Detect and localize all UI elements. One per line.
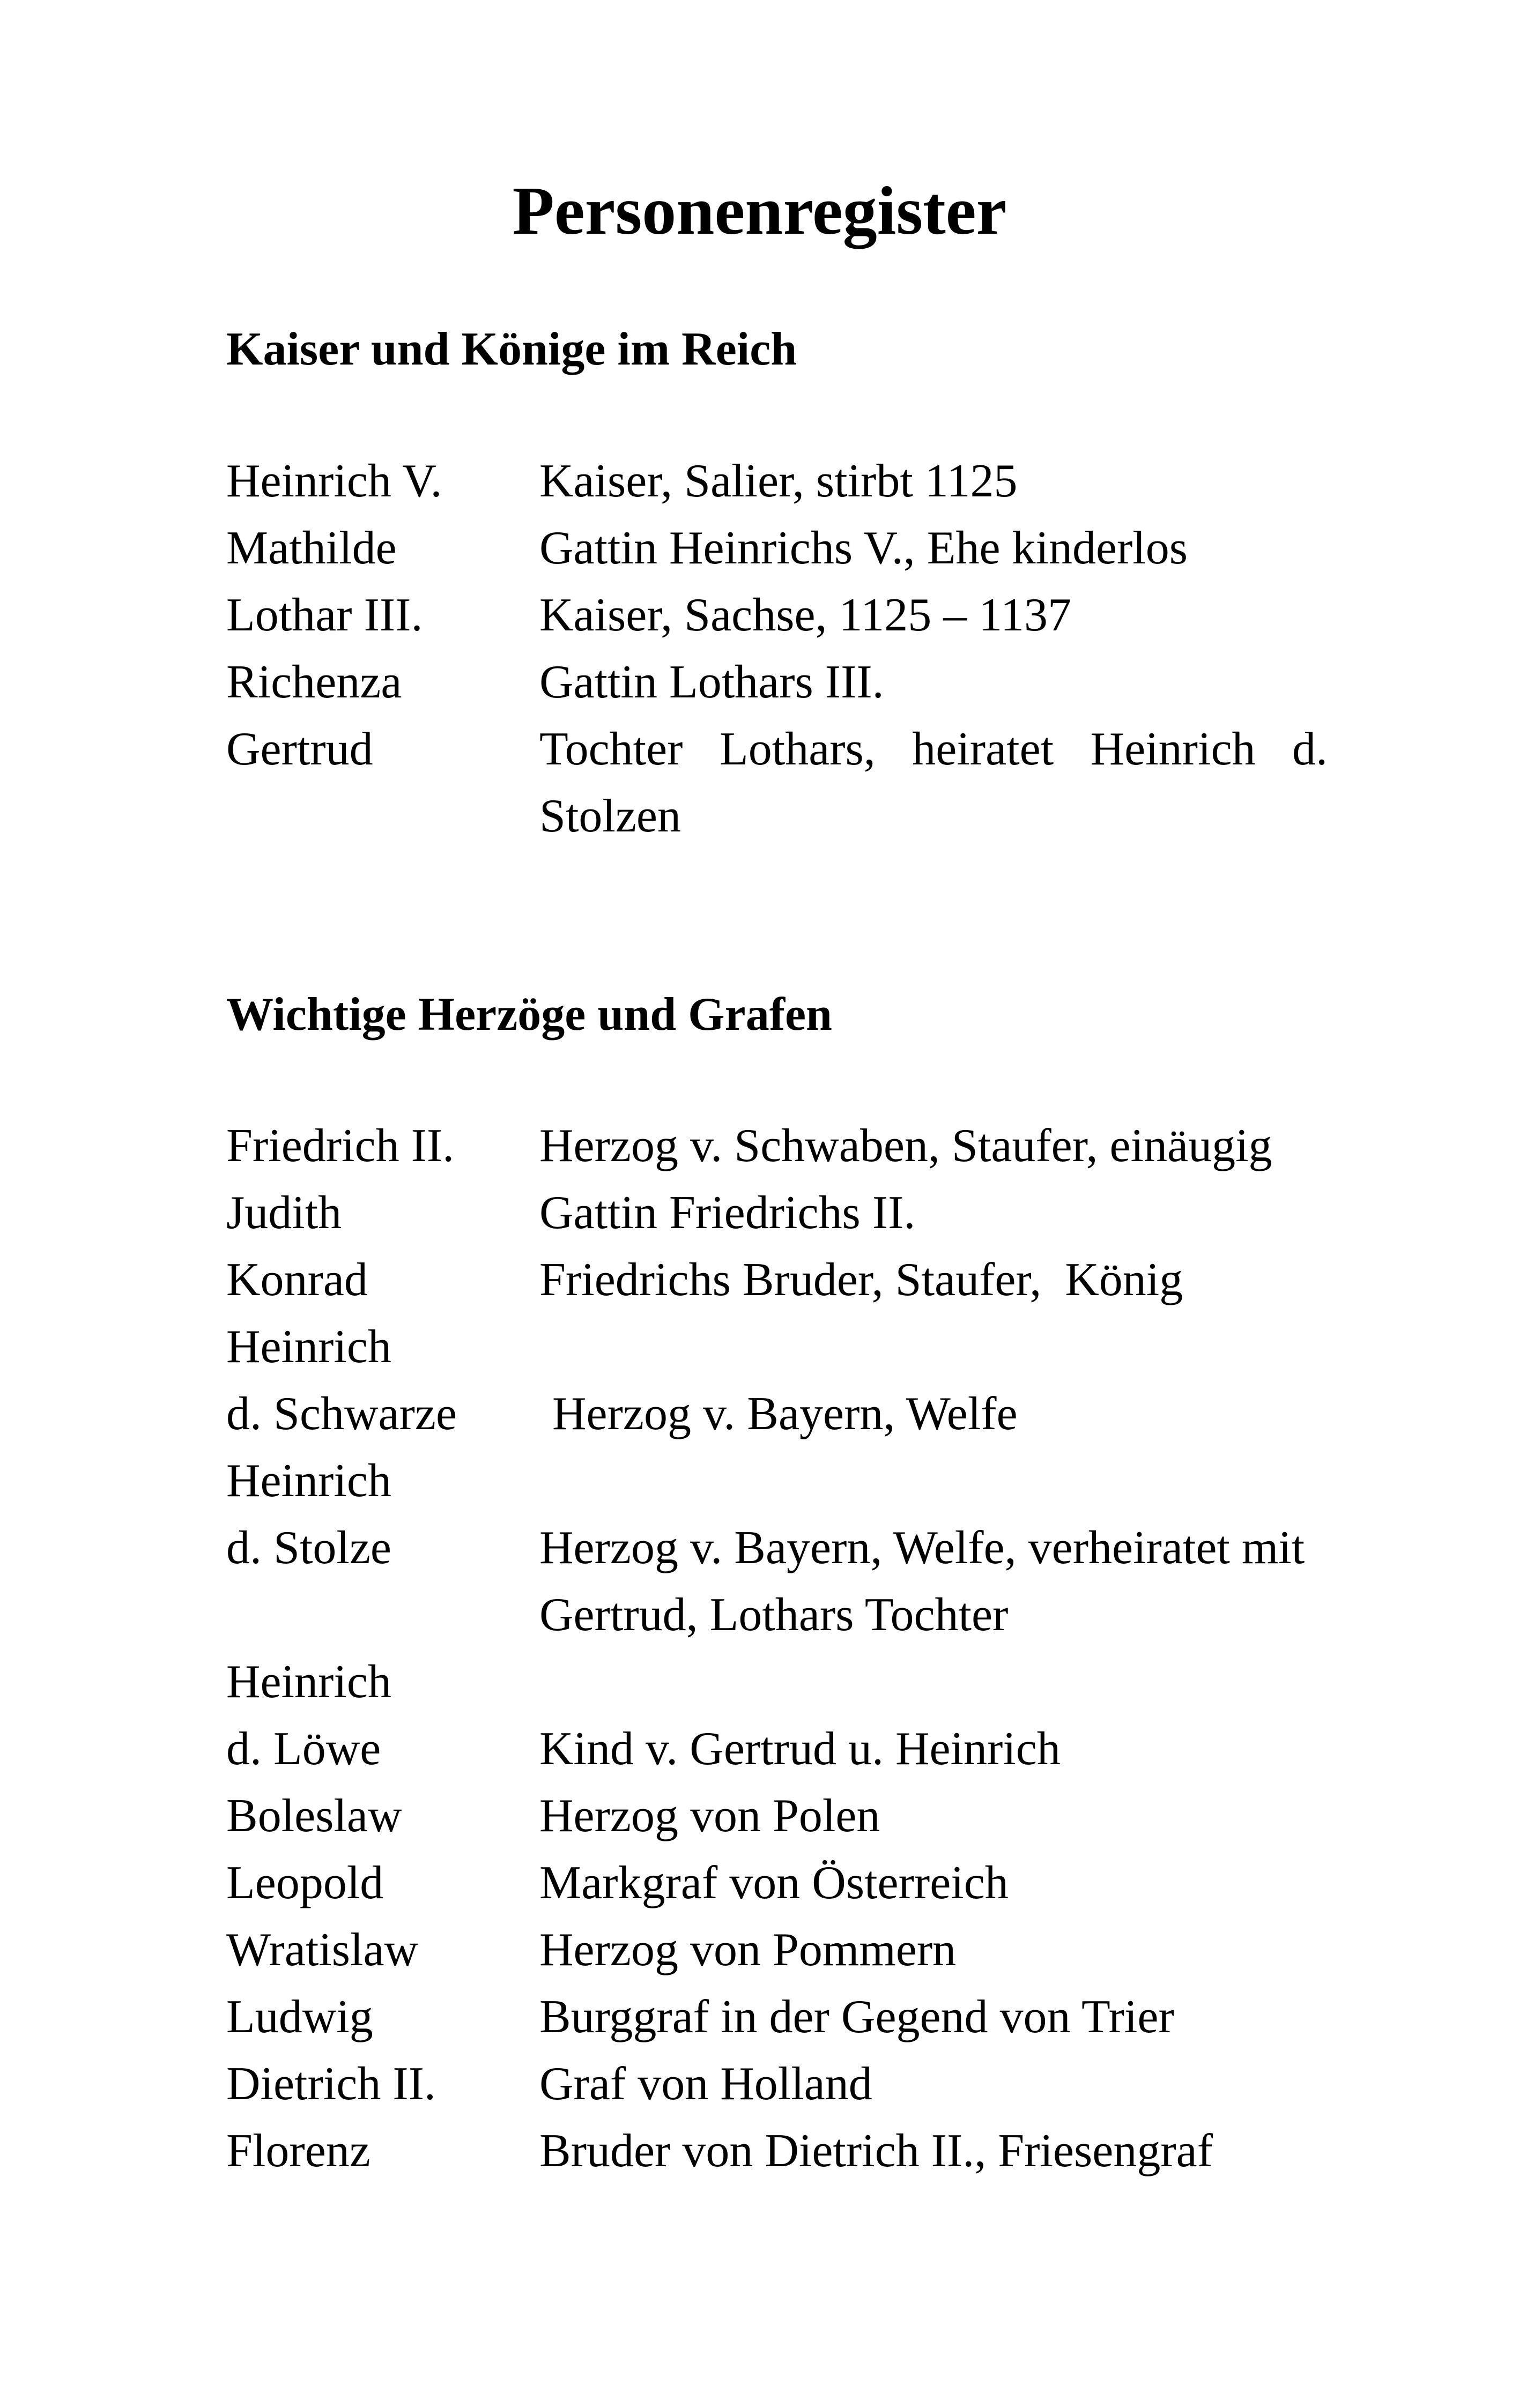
entry-name: Heinrich V.: [226, 455, 442, 507]
section-heading-kaiser-koenige: Kaiser und Könige im Reich: [226, 323, 797, 375]
entry-description-continuation: Gertrud, Lothars Tochter: [539, 1589, 1009, 1641]
entry-description: Herzog v. Bayern, Welfe, verheiratet mit: [539, 1522, 1305, 1574]
entry-name: Dietrich II.: [226, 2058, 436, 2110]
entry-name: Judith: [226, 1187, 342, 1239]
entry-description: Herzog von Polen: [539, 1790, 880, 1842]
entry-description: Kaiser, Sachse, 1125 – 1137: [539, 589, 1071, 641]
entry-name: Heinrich: [226, 1656, 391, 1708]
entry-description: Gattin Lothars III.: [539, 656, 884, 708]
entry-name: d. Löwe: [226, 1723, 381, 1775]
entry-name: Richenza: [226, 656, 402, 708]
entry-name: Heinrich: [226, 1321, 391, 1373]
entry-description: Herzog v. Schwaben, Staufer, einäugig: [539, 1120, 1272, 1172]
description-word: heiratet: [912, 723, 1054, 775]
entry-name: Ludwig: [226, 1991, 373, 2043]
entry-name: Mathilde: [226, 522, 397, 574]
entry-name: Konrad: [226, 1254, 368, 1306]
entry-name: Boleslaw: [226, 1790, 402, 1842]
entry-description: Burggraf in der Gegend von Trier: [539, 1991, 1174, 2043]
description-word: Heinrich: [1090, 723, 1256, 775]
entry-name: Friedrich II.: [226, 1120, 455, 1172]
section-heading-herzoege-grafen: Wichtige Herzöge und Grafen: [226, 989, 832, 1041]
entry-description: Graf von Holland: [539, 2058, 872, 2110]
entry-description: Friedrichs Bruder, Staufer, König: [539, 1254, 1183, 1306]
entry-description: Herzog v. Bayern, Welfe: [552, 1388, 1018, 1440]
entry-name: Florenz: [226, 2125, 371, 2177]
entry-description: Kind v. Gertrud u. Heinrich: [539, 1723, 1061, 1775]
entry-name: Wratislaw: [226, 1924, 419, 1976]
entry-description: Gattin Friedrichs II.: [539, 1187, 916, 1239]
entry-name: d. Schwarze: [226, 1388, 457, 1440]
entry-description: Kaiser, Salier, stirbt 1125: [539, 455, 1018, 507]
entry-name: d. Stolze: [226, 1522, 391, 1574]
entry-name: Heinrich: [226, 1455, 391, 1507]
entry-description: Markgraf von Österreich: [539, 1857, 1009, 1909]
entry-description: Gattin Heinrichs V., Ehe kinderlos: [539, 522, 1188, 574]
entry-description-continuation: Stolzen: [539, 790, 681, 842]
entry-description: Herzog von Pommern: [539, 1924, 957, 1976]
description-word: Lothars,: [719, 723, 876, 775]
description-word: d.: [1292, 723, 1328, 775]
description-word: Tochter: [539, 723, 683, 775]
entry-name: Lothar III.: [226, 589, 423, 641]
entry-name: Gertrud: [226, 723, 373, 775]
entry-name: Leopold: [226, 1857, 384, 1909]
page-title: Personenregister: [512, 173, 1007, 249]
entry-description: Bruder von Dietrich II., Friesengraf: [539, 2125, 1213, 2177]
entry-description: [539, 720, 1328, 779]
